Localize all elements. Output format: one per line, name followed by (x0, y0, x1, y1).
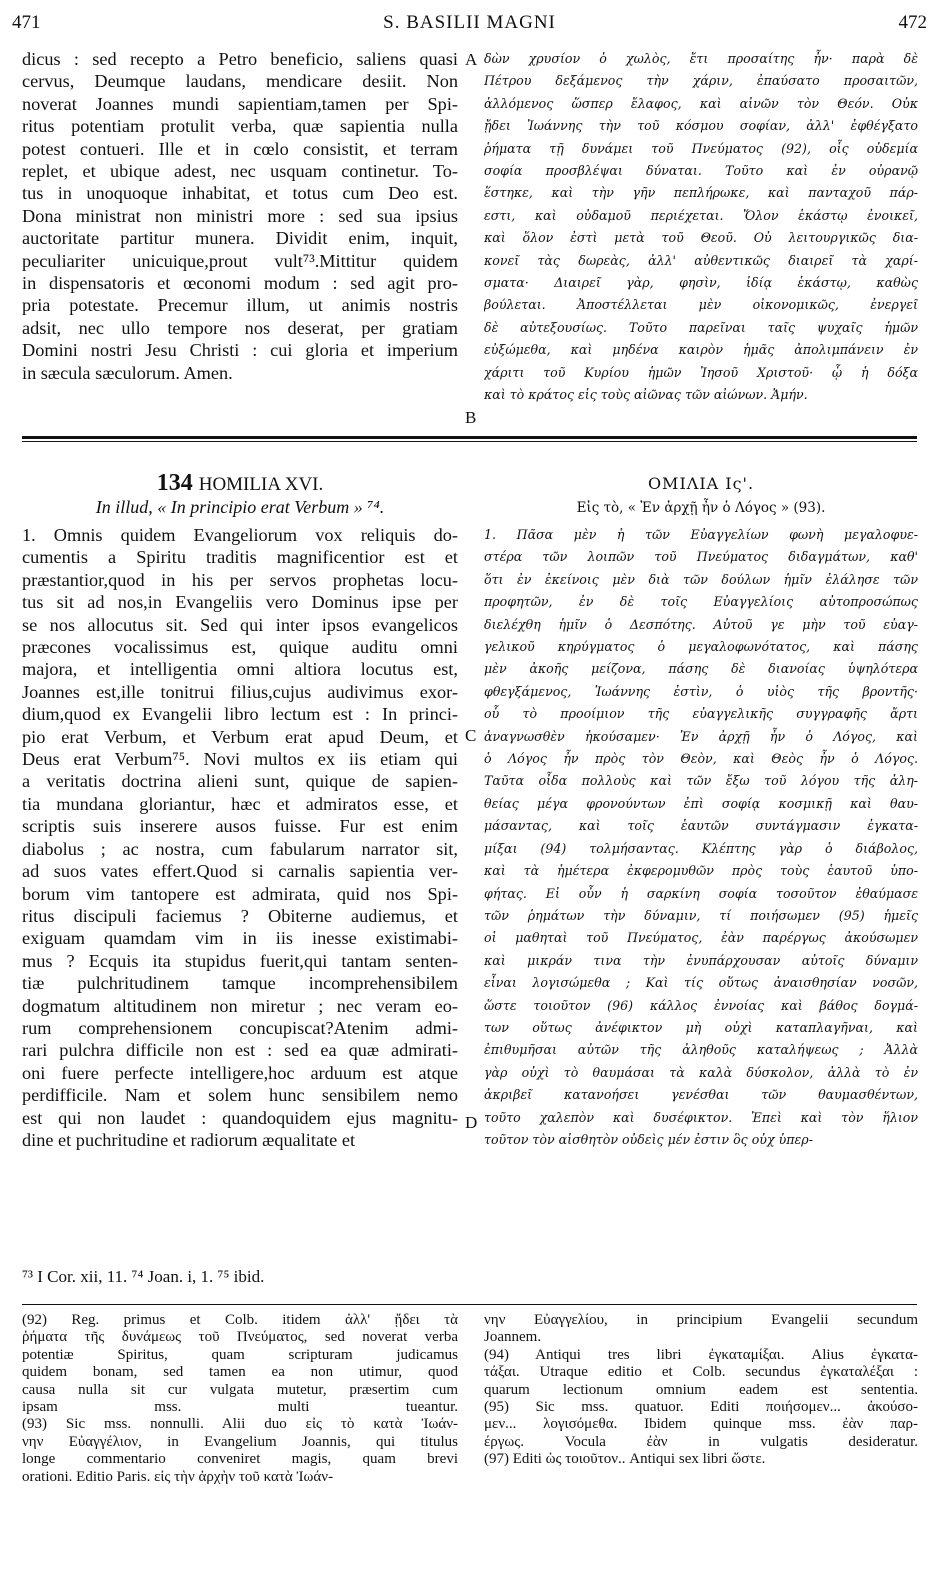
text-line: replet, et ubique adest, nec usquam continetur. To- (22, 161, 458, 182)
text-line: 1. Omnis quidem Evangeliorum vox reliquis do- (22, 525, 458, 545)
text-line: γὰρ οὐχὶ τὸ θαυμάσαι τὰ καλὰ δύσκολον, ἀλλὰ τὸ ἐν (484, 1064, 918, 1080)
text-line: rum comprehensionem concupiscat?Atenim admi- (22, 1017, 458, 1038)
running-title: S. BASILII MAGNI (383, 12, 556, 33)
text-line: ipsam mss. multi tueantur. (22, 1399, 458, 1416)
text-line: καὶ ὅλον ἐστὶ μετὰ τοῦ Θεοῦ. Οὐ λειτουργικῶς δια- (484, 230, 918, 246)
margin-letter-c: C (465, 726, 477, 745)
text-line: tia mundana gloriantur, hæc et admiratos esse, et (22, 793, 458, 814)
page-number-right: 472 (898, 12, 927, 33)
text-line: στέρα τῶν λοιπῶν τοῦ Πνεύματος διδαγμάτων, καθ' (484, 549, 918, 565)
text-line: ὥστε τοιοῦτον (96) κάλλος ἐννοίας καὶ βάθος δογμά- (484, 997, 918, 1013)
text-line: νην Εὐαγγέλιον, in Evangelium Joannis, qui titulus (22, 1433, 458, 1450)
text-line: peculiariter unicuique,prout vult⁷³.Mittitur quidem (22, 250, 458, 271)
text-line: οἱ μαθηταὶ τοῦ Πνεύματος, ἐὰν παρέργως ἀκούσωμεν (484, 930, 918, 946)
text-line: longe commentario conveniret magis, quam brevi (22, 1451, 458, 1468)
text-line: ᾔδει Ἰωάννης τὴν τοῦ κόσμου σοφίαν, ἀλλ' ἐφθέγξατο (484, 118, 918, 134)
text-line: έργως. Vocula ἐὰν in vulgatis desideratur. (484, 1433, 918, 1450)
text-line: borum vim tantopere est admirata, quid nos Spi- (22, 883, 458, 904)
text-line: εστι, καὶ οὐδαμοῦ περιέχεται. Ὅλον ἑκάστῳ ἐνοικεῖ, (484, 207, 918, 223)
text-line: auctoritate partitur munera. Dividit enim, inquit, (22, 228, 458, 249)
text-line: diabolus ; ac nostra, cum fabularum narrator sit, (22, 838, 458, 859)
text-line: μίξαι (94) τολμήσαντας. Κλέπτης γὰρ ὁ διάβολος, (484, 840, 918, 856)
text-line: est qui non laudet : quandoquidem ejus magnitu- (22, 1107, 458, 1128)
text-line: adsit, nec ullo tempore nos deserat, per gratiam (22, 317, 458, 338)
text-line: καὶ τὰ ἡμέτερα ἐκφερομυθῶν πρὸς τοὺς ἑαυτοῦ ὑπο- (484, 863, 918, 879)
text-line: ὁ Λόγος ἦν πρὸς τὸν Θεὸν, καὶ Θεὸς ἦν ὁ Λόγος. (484, 751, 918, 767)
text-line: ῥήματα τῇ δυνάμει τοῦ Πνεύματος (92), οἷς οὐδεμία (484, 140, 918, 156)
text-line: εὐξώμεθα, καὶ μηδένα καιρὸν ἡμᾶς ἀπολιμπάνειν ἐν (484, 342, 918, 358)
text-line: τάξαι. Utraque editio et Colb. secundus ἐγκαταλέξαι : (484, 1364, 918, 1381)
text-line: dine et puchritudine et radiorum æqualitate et (22, 1129, 356, 1150)
body-greek-column (484, 524, 918, 1151)
text-line: (93) Sic mss. nonnulli. Alii duo εἰς τὸ κατὰ Ἰωάν- (22, 1416, 458, 1433)
text-line: γελικοῦ κηρύγματος ὁ μεγαλοφωνότατος, καὶ πάσης (484, 639, 918, 655)
text-line: ad suos vates effert.Quod si carnalis sapientia ver- (22, 861, 458, 882)
top-latin-column (22, 48, 458, 384)
text-line: μάσαντας, καὶ τοῖς ἑαυτῶν συντάγμασιν ἐγκατα- (484, 818, 918, 834)
text-line: pio erat Verbum, et Verbum erat apud Deum, et (22, 726, 458, 747)
text-line: ἀναγνωσθὲν ἠκούσαμεν· Ἐν ἀρχῇ ἦν ὁ Λόγος, καὶ (484, 728, 918, 744)
text-line: διελέχθη ἡμῖν ὁ Δεσπότης. Αὐτοῦ γε μὴν τοῦ εὐαγ- (484, 616, 918, 632)
text-line: (97) Editi ὡς τοιοῦτον.. Antiqui sex libri ὥστε. (484, 1451, 766, 1468)
text-line: κονεῖ τὰς δωρεὰς, ἀλλ' αὐθεντικῶς διαιρεῖ τὰ χαρί- (484, 252, 918, 268)
text-line: χάριτι τοῦ Κυρίου ἡμῶν Ἰησοῦ Χριστοῦ· ᾧ ἡ δόξα (484, 364, 918, 380)
text-line: potest contueri. Ille et in cœlo consistit, et terram (22, 138, 458, 159)
homily-subtitle-greek: Εἰς τὸ, « Ἐν ἀρχῇ ἦν ὁ Λόγος » (93). (576, 500, 826, 516)
text-line: ritus potentiam protulit verba, quæ sapientia nulla (22, 116, 458, 137)
text-line: δὲ αὐτεξουσίως. Τοῦτο παρεῖναι ταῖς ψυχαῖς ἡμῶν (484, 319, 918, 335)
running-header (12, 8, 927, 38)
text-line: potentiæ Spiritus, quam scripturam judicamus (22, 1346, 458, 1363)
text-line: quidem bonam, sed tamen ea non utimur, quod (22, 1364, 458, 1381)
text-line: μὲν ἀκοῆς μείζονα, πάσης δὲ διανοίας ὑψηλότερα (484, 661, 918, 677)
text-line: καὶ τὸ κράτος εἰς τοὺς αἰῶνας τῶν αἰώνων. Ἀμήν. (484, 387, 808, 403)
text-line: se nos allocutus sit. Sed qui inter ipsos evangelicos (22, 614, 458, 635)
text-line: (92) Reg. primus et Colb. itidem ἀλλ' ᾔδει τὰ (22, 1312, 458, 1328)
text-line: quarum lectionum omnium eadem est sententia. (484, 1381, 918, 1398)
text-line: præstantior,quod in his per servos prophetas locu- (22, 569, 458, 590)
homily-title-latin: 134 HOMILIA XVI. (156, 470, 324, 496)
text-line: θείας μέγα φρονούντων ἐπὶ σοφίᾳ κοσμικῇ καὶ θαυ- (484, 795, 918, 811)
text-line: scriptis suis inserere ausos fuisse. Fur est enim (22, 816, 458, 837)
text-line: Deus erat Verbum⁷⁵. Novi multos ex iis etiam qui (22, 749, 458, 770)
text-line: tus sit ad nos,in Evangeliis vero Dominus ipse per (22, 592, 458, 613)
text-line: ῥήματα τῆς δυνάμεως τοῦ Πνεύματος, sed noverat verba (22, 1329, 458, 1346)
text-line: dogmatum altitudinem non miretur ; nec veram eo- (22, 995, 458, 1016)
text-line: exiguam quamdam vim in iis inesse existimabi- (22, 928, 458, 949)
text-line: in sæcula sæculorum. Amen. (22, 362, 233, 383)
text-line: 1. Πᾶσα μὲν ἡ τῶν Εὐαγγελίων φωνὴ μεγαλοφυε- (484, 527, 918, 542)
text-line: προφητῶν, ἐν δὲ τοῖς Εὐαγγελίοις αὐτοπροσώπως (484, 594, 918, 610)
text-line: tiæ pulchritudinem tamque incomprehensibilem (22, 973, 458, 994)
section-divider-thick (22, 436, 917, 439)
text-line: in dispensatoris et œconomi modum : sed agit pro- (22, 273, 458, 294)
homily-title-greek: ΟΜΙΛΙΑ Ις'. (647, 474, 755, 493)
text-line: a veritatis doctrina alieni sunt, quique de sapien- (22, 771, 458, 792)
text-line: pria potestate. Precemur illum, ut animis nostris (22, 295, 458, 316)
text-line: ὅτι ἐν ἐκείνοις μὲν διὰ τῶν δούλων ἡμῖν ἐλάλησε τῶν (484, 571, 918, 587)
editorial-notes-left (22, 1312, 458, 1486)
notes-divider (22, 1304, 917, 1305)
scripture-footnotes: ⁷³ I Cor. xii, 11. ⁷⁴ Joan. i, 1. ⁷⁵ ibid. (22, 1267, 265, 1286)
text-line: καὶ μικράν τινα τὴν ἐνυπάρχουσαν αὐτοῖς δύναμιν (484, 952, 918, 968)
section-divider-thin (22, 441, 917, 442)
page-number-left: 471 (12, 12, 41, 33)
text-line: noverat Joannes mundi sapientiam,tamen per Spi- (22, 93, 458, 114)
text-line: σματα· Διαιρεῖ γὰρ, φησὶν, ἰδίᾳ ἑκάστῳ, καθὼς (484, 275, 918, 291)
text-line: νην Εὐαγγελίου, in principium Evangelii secundum (484, 1312, 918, 1328)
text-line: Πέτρου δεξάμενος τὴν χάριν, ἐπαύσατο προσαιτῶν, (484, 73, 918, 89)
text-line: ἕστηκε, καὶ τὴν γῆν πεπλήρωκε, καὶ πανταχοῦ πάρ- (484, 185, 918, 201)
text-line: mus ? Ecquis ita stupidus fuerit,qui tantam senten- (22, 950, 458, 971)
top-greek-column (484, 48, 918, 407)
text-line: δὼν χρυσίον ὁ χωλὸς, ἔτι προσαίτης ἦν· παρὰ δὲ (484, 51, 918, 66)
text-line: dicus : sed recepto a Petro beneficio, saliens quasi (22, 49, 458, 69)
text-line: Joannes est,ille tonitrui filius,cujus audivimus exor- (22, 681, 458, 702)
text-line: ἀκριβεῖ κατανοήσει γενέσθαι τῶν θαυμασθέντων, (484, 1087, 918, 1103)
editorial-notes-right (484, 1312, 918, 1469)
text-line: (94) Antiqui tres libri ἐγκαταμίξαι. Alius ἐγκατα- (484, 1346, 918, 1363)
text-line: Dona ministrat non ministri more : sed sua ipsius (22, 205, 458, 226)
text-line: rari pulchra difficile non est : sed ea quæ admirati- (22, 1040, 458, 1061)
text-line: Joannem. (484, 1329, 542, 1346)
text-line: tus in unoquoque inhabitat, et totus cum Deo est. (22, 183, 458, 204)
margin-letter-b: B (465, 408, 477, 427)
text-line: ritus discipuli faciemus ? Obiterne audiemus, et (22, 905, 458, 926)
text-line: τοῦτον τὸν αἰσθητὸν οὐδεὶς μέν ἐστιν ὃς οὐχ ὑπερ- (484, 1131, 813, 1147)
margin-letter-a: A (465, 50, 478, 69)
text-line: σοφία προσβλέψαι δύναται. Τοῦτο καὶ ἐν οὐρανῷ (484, 163, 918, 179)
text-line: Domini nostri Jesu Christi : cui gloria et imperium (22, 340, 458, 361)
text-line: τοῦτο χαλεπὸν καὶ δυσέφικτον. Ἐπεὶ καὶ τὸν ἥλιον (484, 1109, 918, 1125)
text-line: εἶναι λογισώμεθα ; Καὶ τίς οὕτως ἀναισθησίαν νοσῶν, (484, 975, 918, 991)
text-line: των οὕτως ἀνέφικτον μὴ οὐχὶ καταπλαγῆναι, καὶ (484, 1019, 918, 1035)
text-line: Ταῦτα οἶδα πολλοὺς καὶ τῶν ἔξω τοῦ λόγου τῆς ἀλη- (484, 773, 918, 789)
text-line: φήτας. Εἰ οὖν ἡ σαρκίνη σοφία τοσοῦτον ἐθαύμασε (484, 885, 918, 901)
text-line: cervus, Deumque laudans, mendicare desiit. Non (22, 71, 458, 92)
margin-letter-d: D (465, 1113, 478, 1132)
text-line: causa nulla sit cur vulgata mutetur, præsertim cum (22, 1381, 458, 1398)
text-line: (95) Sic mss. quatuor. Editi ποιήσομεν... ἀκούσο- (484, 1399, 918, 1416)
text-line: μεν... λογισόμεθα. Ibidem quinque mss. ἐὰν παρ- (484, 1416, 918, 1433)
text-line: oni fuere perfecte intelligere,hoc arduum est atque (22, 1062, 458, 1083)
homily-subtitle-latin: In illud, « In principio erat Verbum » ⁷⁴. (95, 497, 385, 517)
text-line: majora, et intelligentia omni altiora locutus est, (22, 659, 458, 680)
text-line: ἐπιθυμῆσαι αὐτῶν τῆς ἀληθοῦς καταλήψεως ; Ἀλλὰ (484, 1042, 918, 1058)
text-line: dium,quod ex Evangelii libro lectum est : In princi- (22, 704, 458, 725)
homily-number: 134 (156, 470, 193, 496)
text-line: οὗ τὸ προοίμιον τῆς εὐαγγελικῆς συγγραφῆς ἄρτι (484, 706, 918, 722)
text-line: præcones vocalissimus est, quique auditu omni (22, 637, 458, 658)
text-line: ἁλλόμενος ὥσπερ ἔλαφος, καὶ αἰνῶν τὸν Θεόν. Οὐκ (484, 95, 918, 111)
text-line: φθεγξάμενος, Ἰωάννης ἐστὶν, ὁ υἱὸς τῆς βροντῆς· (484, 683, 918, 699)
text-line: τῶν ῥημάτων τὴν δύναμιν, τί ποιήσωμεν (95) ἡμεῖς (484, 907, 918, 923)
body-latin-column (22, 524, 458, 1151)
text-line: βούλεται. Ἀποστέλλεται μὲν οἰκονομικῶς, ἐνεργεῖ (484, 297, 918, 313)
text-line: perdifficile. Nam et solem hunc sensibilem nemo (22, 1085, 458, 1106)
text-line: orationi. Editio Paris. εἰς τὴν ἀρχὴν τοῦ κατὰ Ἰωάν- (22, 1468, 334, 1485)
text-line: cumentis a Spiritu traditis magnificentior est et (22, 547, 458, 568)
